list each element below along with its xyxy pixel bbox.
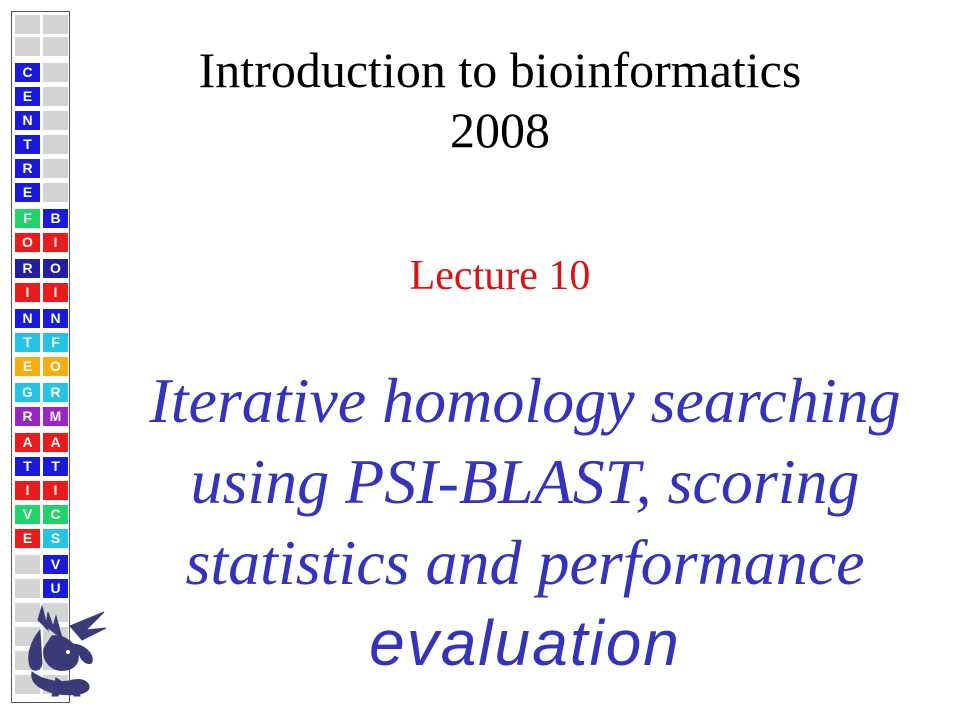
sidebar-letter: A [42,432,69,453]
sidebar-letter: N [14,110,41,131]
sidebar-blank-cell [42,86,69,107]
sidebar-blank-cell [42,62,69,83]
sidebar-letter: O [42,356,69,377]
sidebar-letter: E [14,86,41,107]
body-line: statistics and performance [185,527,865,598]
sidebar-letter: F [14,208,41,229]
sidebar-letter: I [14,480,41,501]
sidebar-blank-cell [42,14,69,35]
sidebar-letter: C [42,504,69,525]
sidebar-letter: E [14,528,41,549]
sidebar-letter: E [14,356,41,377]
sidebar-letter: O [42,258,69,279]
body-line: evaluation [369,607,681,679]
body-line: using PSI-BLAST, scoring [190,446,860,517]
sidebar-blank-cell [14,14,41,35]
sidebar-blank-cell [14,36,41,57]
sidebar-letter: R [14,158,41,179]
sidebar-blank-cell [14,578,41,599]
sidebar-letter: B [42,208,69,229]
sidebar-letter: T [14,134,41,155]
sidebar-letter: S [42,528,69,549]
sidebar-blank-cell [42,158,69,179]
sidebar-letter: T [14,456,41,477]
sidebar-letter: U [42,578,69,599]
sidebar-letter: F [42,332,69,353]
sidebar-blank-cell [42,36,69,57]
sidebar-letter: I [42,232,69,253]
sidebar-letter: I [14,282,41,303]
sidebar-letter: T [14,332,41,353]
body-line: Iterative homology searching [149,365,901,436]
sidebar-letter: I [42,480,69,501]
sidebar-letter: V [14,504,41,525]
slide-title [100,40,900,160]
sidebar-letter: M [42,406,69,427]
sidebar-letter: N [14,308,41,329]
sidebar-blank-cell [42,110,69,131]
sidebar-blank-cell [14,554,41,575]
sidebar-letter: C [14,62,41,83]
sidebar-letter: I [42,282,69,303]
sidebar-letter: N [42,308,69,329]
sidebar-letter: A [14,432,41,453]
sidebar-letter: R [14,258,41,279]
sidebar-letter: R [14,406,41,427]
lecture-number: Lecture 10 [409,253,591,299]
sidebar-letter: G [14,382,41,403]
title-year: 2008 [450,102,550,158]
sidebar-letter: E [14,182,41,203]
sidebar-letter: R [42,382,69,403]
sidebar-letter: O [14,232,41,253]
sidebar-letter: T [42,456,69,477]
sidebar-blank-cell [42,182,69,203]
title-line: Introduction to bioinformatics [198,42,802,98]
slide-body [90,360,960,684]
sidebar-blank-cell [42,134,69,155]
sidebar-letter: V [42,554,69,575]
